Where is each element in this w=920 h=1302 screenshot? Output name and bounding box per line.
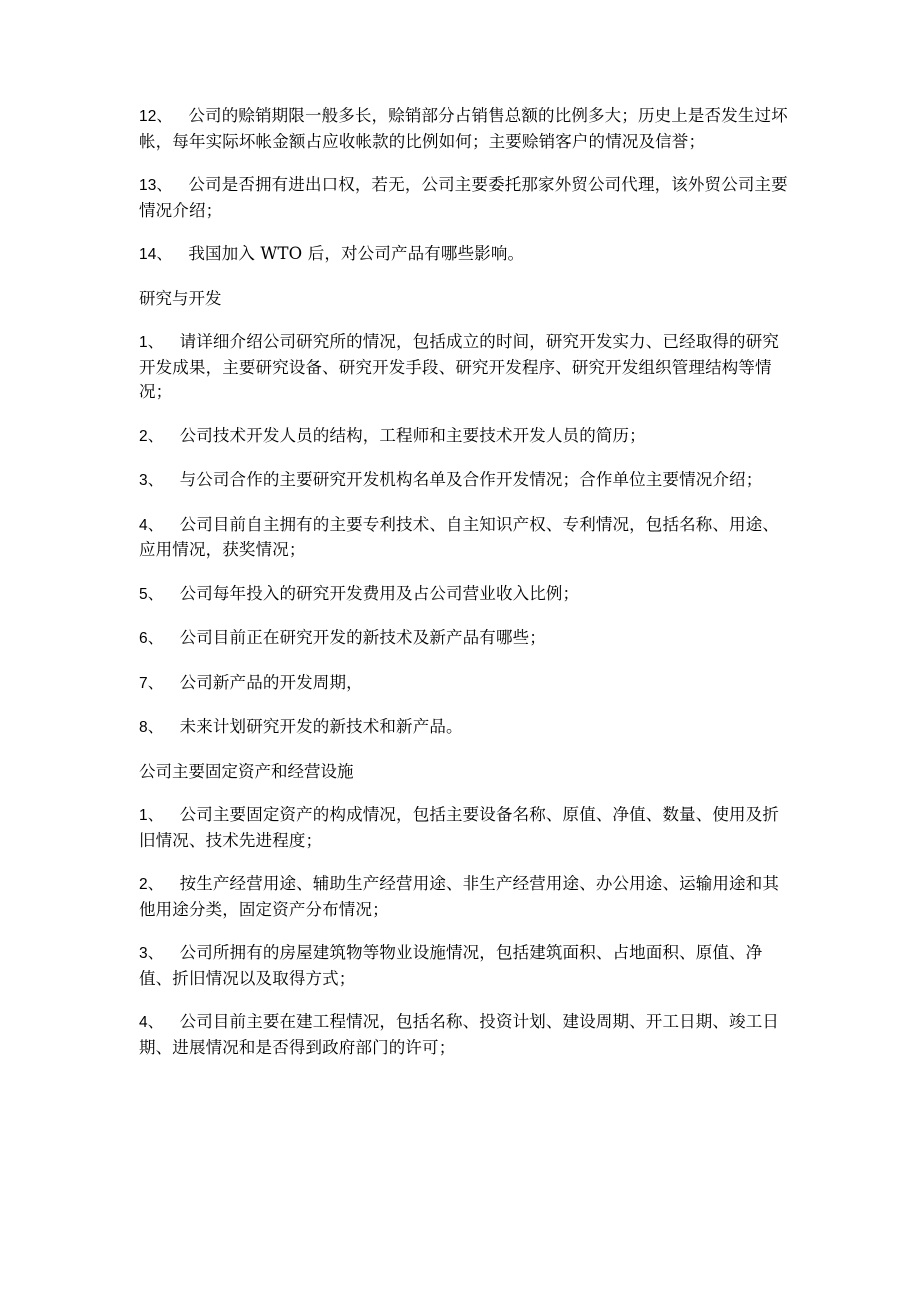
item-text: 与公司合作的主要研究开发机构名单及合作开发情况；合作单位主要情况介绍；	[179, 470, 763, 489]
item-number: 2、	[139, 876, 164, 893]
item-number: 5、	[139, 585, 164, 603]
item-number: 6、	[139, 630, 164, 647]
item-text: 公司目前自主拥有的主要专利技术、自主知识产权、专利情况，包括名称、用途、应用情况，获奖情况；	[139, 514, 780, 559]
item-number: 1、	[139, 334, 164, 351]
list-item	[139, 513, 789, 563]
list-item	[139, 941, 789, 991]
item-number: 3、	[139, 472, 164, 489]
list-item	[139, 872, 789, 922]
item-number: 3、	[139, 945, 164, 962]
item-number: 7、	[139, 674, 164, 692]
item-text: 未来计划研究开发的新技术和新产品。	[179, 717, 463, 736]
item-text: 公司所拥有的房屋建筑物等物业设施情况，包括建筑面积、占地面积、原值、净值、折旧情况以及取得方式；	[139, 943, 763, 988]
item-text: 请详细介绍公司研究所的情况，包括成立的时间，研究开发实力、已经取得的研究开发成果，主要研究设备、研究开发手段、研究开发程序、研究开发组织管理结构等情况；	[139, 332, 780, 401]
section-heading: 公司主要固定资产和经营设施	[139, 761, 354, 781]
section-research-development	[139, 287, 789, 741]
list-item	[139, 803, 789, 853]
item-text: 公司目前主要在建工程情况，包括名称、投资计划、建设周期、开工日期、竣工日期、进展情况和是否得到政府部门的许可；	[139, 1012, 780, 1057]
list-item	[139, 715, 789, 741]
item-number: 1、	[139, 807, 164, 824]
section-sales-continued	[139, 104, 789, 268]
item-text: 公司是否拥有进出口权，若无，公司主要委托那家外贸公司代理，该外贸公司主要情况介绍；	[139, 175, 788, 220]
list-item	[139, 468, 789, 494]
item-number: 13、	[139, 177, 173, 194]
item-text: 公司主要固定资产的构成情况，包括主要设备名称、原值、净值、数量、使用及折旧情况、技术先进程度；	[139, 805, 780, 850]
item-number: 4、	[139, 1014, 164, 1031]
list-item	[139, 173, 789, 223]
list-item	[139, 626, 789, 652]
item-number: 4、	[139, 516, 164, 534]
list-item	[139, 424, 789, 450]
list-item	[139, 582, 789, 608]
item-number: 8、	[139, 719, 164, 736]
list-item	[139, 104, 789, 154]
item-text: 公司技术开发人员的结构，工程师和主要技术开发人员的简历；	[179, 425, 646, 445]
document-page	[139, 104, 789, 1079]
item-text: 公司新产品的开发周期，	[179, 672, 363, 692]
item-number: 2、	[139, 427, 164, 445]
section-heading: 研究与开发	[139, 288, 222, 308]
item-text: 公司目前正在研究开发的新技术及新产品有哪些；	[179, 628, 546, 647]
item-number: 14、	[139, 246, 173, 263]
list-item	[139, 330, 789, 405]
item-text: 我国加入 WTO 后，对公司产品有哪些影响。	[188, 244, 525, 263]
list-item	[139, 242, 789, 268]
item-number: 12、	[139, 108, 173, 125]
list-item	[139, 671, 789, 697]
section-fixed-assets	[139, 760, 789, 1061]
list-item	[139, 1010, 789, 1060]
item-text: 按生产经营用途、辅助生产经营用途、非生产经营用途、办公用途、运输用途和其他用途分类，固定资产分布情况；	[139, 874, 780, 919]
item-text: 公司每年投入的研究开发费用及占公司营业收入比例；	[179, 583, 580, 603]
item-text: 公司的赊销期限一般多长，赊销部分占销售总额的比例多大；历史上是否发生过坏帐，每年实际坏帐金额占应收帐款的比例如何；主要赊销客户的情况及信誉；	[139, 106, 788, 151]
